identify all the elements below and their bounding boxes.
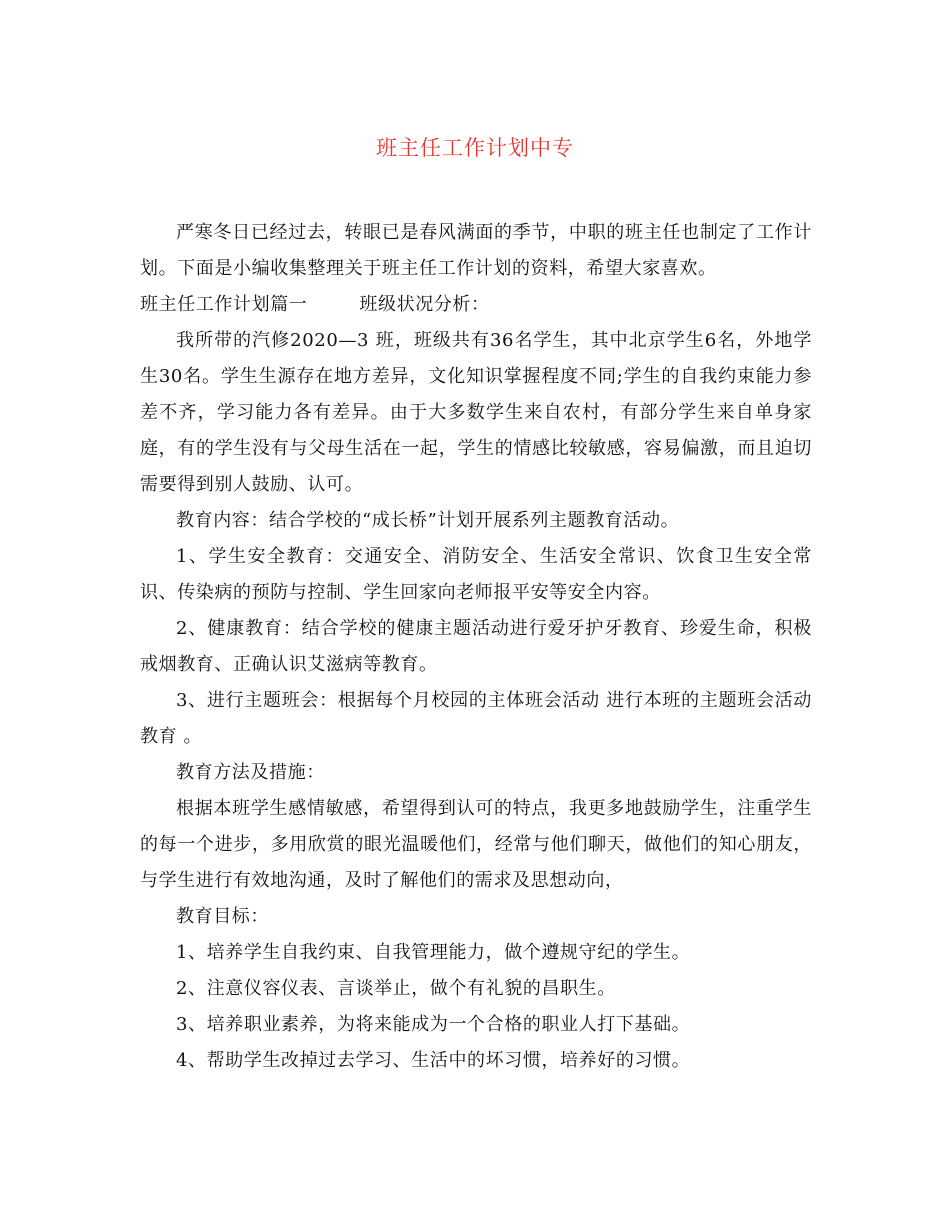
section-heading-subtitle: 班级状况分析： — [359, 294, 490, 315]
edu-content-paragraph: 教育内容：结合学校的“成长桥”计划开展系列主题教育活动。 — [176, 510, 680, 531]
methods-paragraph: 根据本班学生感情敏感，希望得到认可的特点，我更多地鼓励学生，注重学生的每一个进步，多用欣赏的眼光温暖他们，经常与他们聊天，做他们的知心朋友，与学生进行有效地沟通，及时了解他们的需求及思想动向， — [140, 798, 812, 891]
goal-item-4: 4、帮助学生改掉过去学习、生活中的坏习惯，培养好的习惯。 — [176, 1050, 691, 1071]
goals-heading: 教育目标： — [176, 906, 269, 927]
intro-paragraph: 严寒冬日已经过去，转眼已是春风满面的季节，中职的班主任也制定了工作计划。下面是小编收集整理关于班主任工作计划的资料，希望大家喜欢。 — [140, 222, 812, 279]
content-item-2: 2、健康教育：结合学校的健康主题活动进行爱牙护牙教育、珍爱生命，积极戒烟教育、正确认识艾滋病等教育。 — [140, 618, 812, 675]
goal-item-2: 2、注意仪容仪表、言谈举止，做个有礼貌的昌职生。 — [176, 978, 616, 999]
methods-heading: 教育方法及措施： — [176, 762, 325, 783]
class-analysis-paragraph: 我所带的汽修2020—3 班，班级共有36名学生，其中北京学生6名，外地学生30名。学生生源存在地方差异，文化知识掌握程度不同;学生的自我约束能力参差不齐，学习能力各有差异。由于大多数学生来自农村，有部分学生来自单身家庭，有的学生没有与父母生活在一起，学生的情感比较敏感，容易偏激，而且迫切需要得到别人鼓励、认可。 — [140, 330, 812, 495]
content-item-3: 3、进行主题班会：根据每个月校园的主体班会活动 进行本班的主题班会活动教育 。 — [140, 690, 812, 747]
section-heading — [140, 287, 812, 323]
goal-item-1: 1、培养学生自我约束、自我管理能力，做个遵规守纪的学生。 — [176, 942, 691, 963]
document-title: 班主任工作计划中专 — [376, 136, 574, 160]
document-body — [140, 215, 812, 1079]
goal-item-3: 3、培养职业素养，为将来能成为一个合格的职业人打下基础。 — [176, 1014, 691, 1035]
section-heading-title: 班主任工作计划篇一 — [140, 294, 308, 315]
content-item-1: 1、学生安全教育：交通安全、消防安全、生活安全常识、饮食卫生安全常识、传染病的预防与控制、学生回家向老师报平安等安全内容。 — [140, 546, 812, 603]
